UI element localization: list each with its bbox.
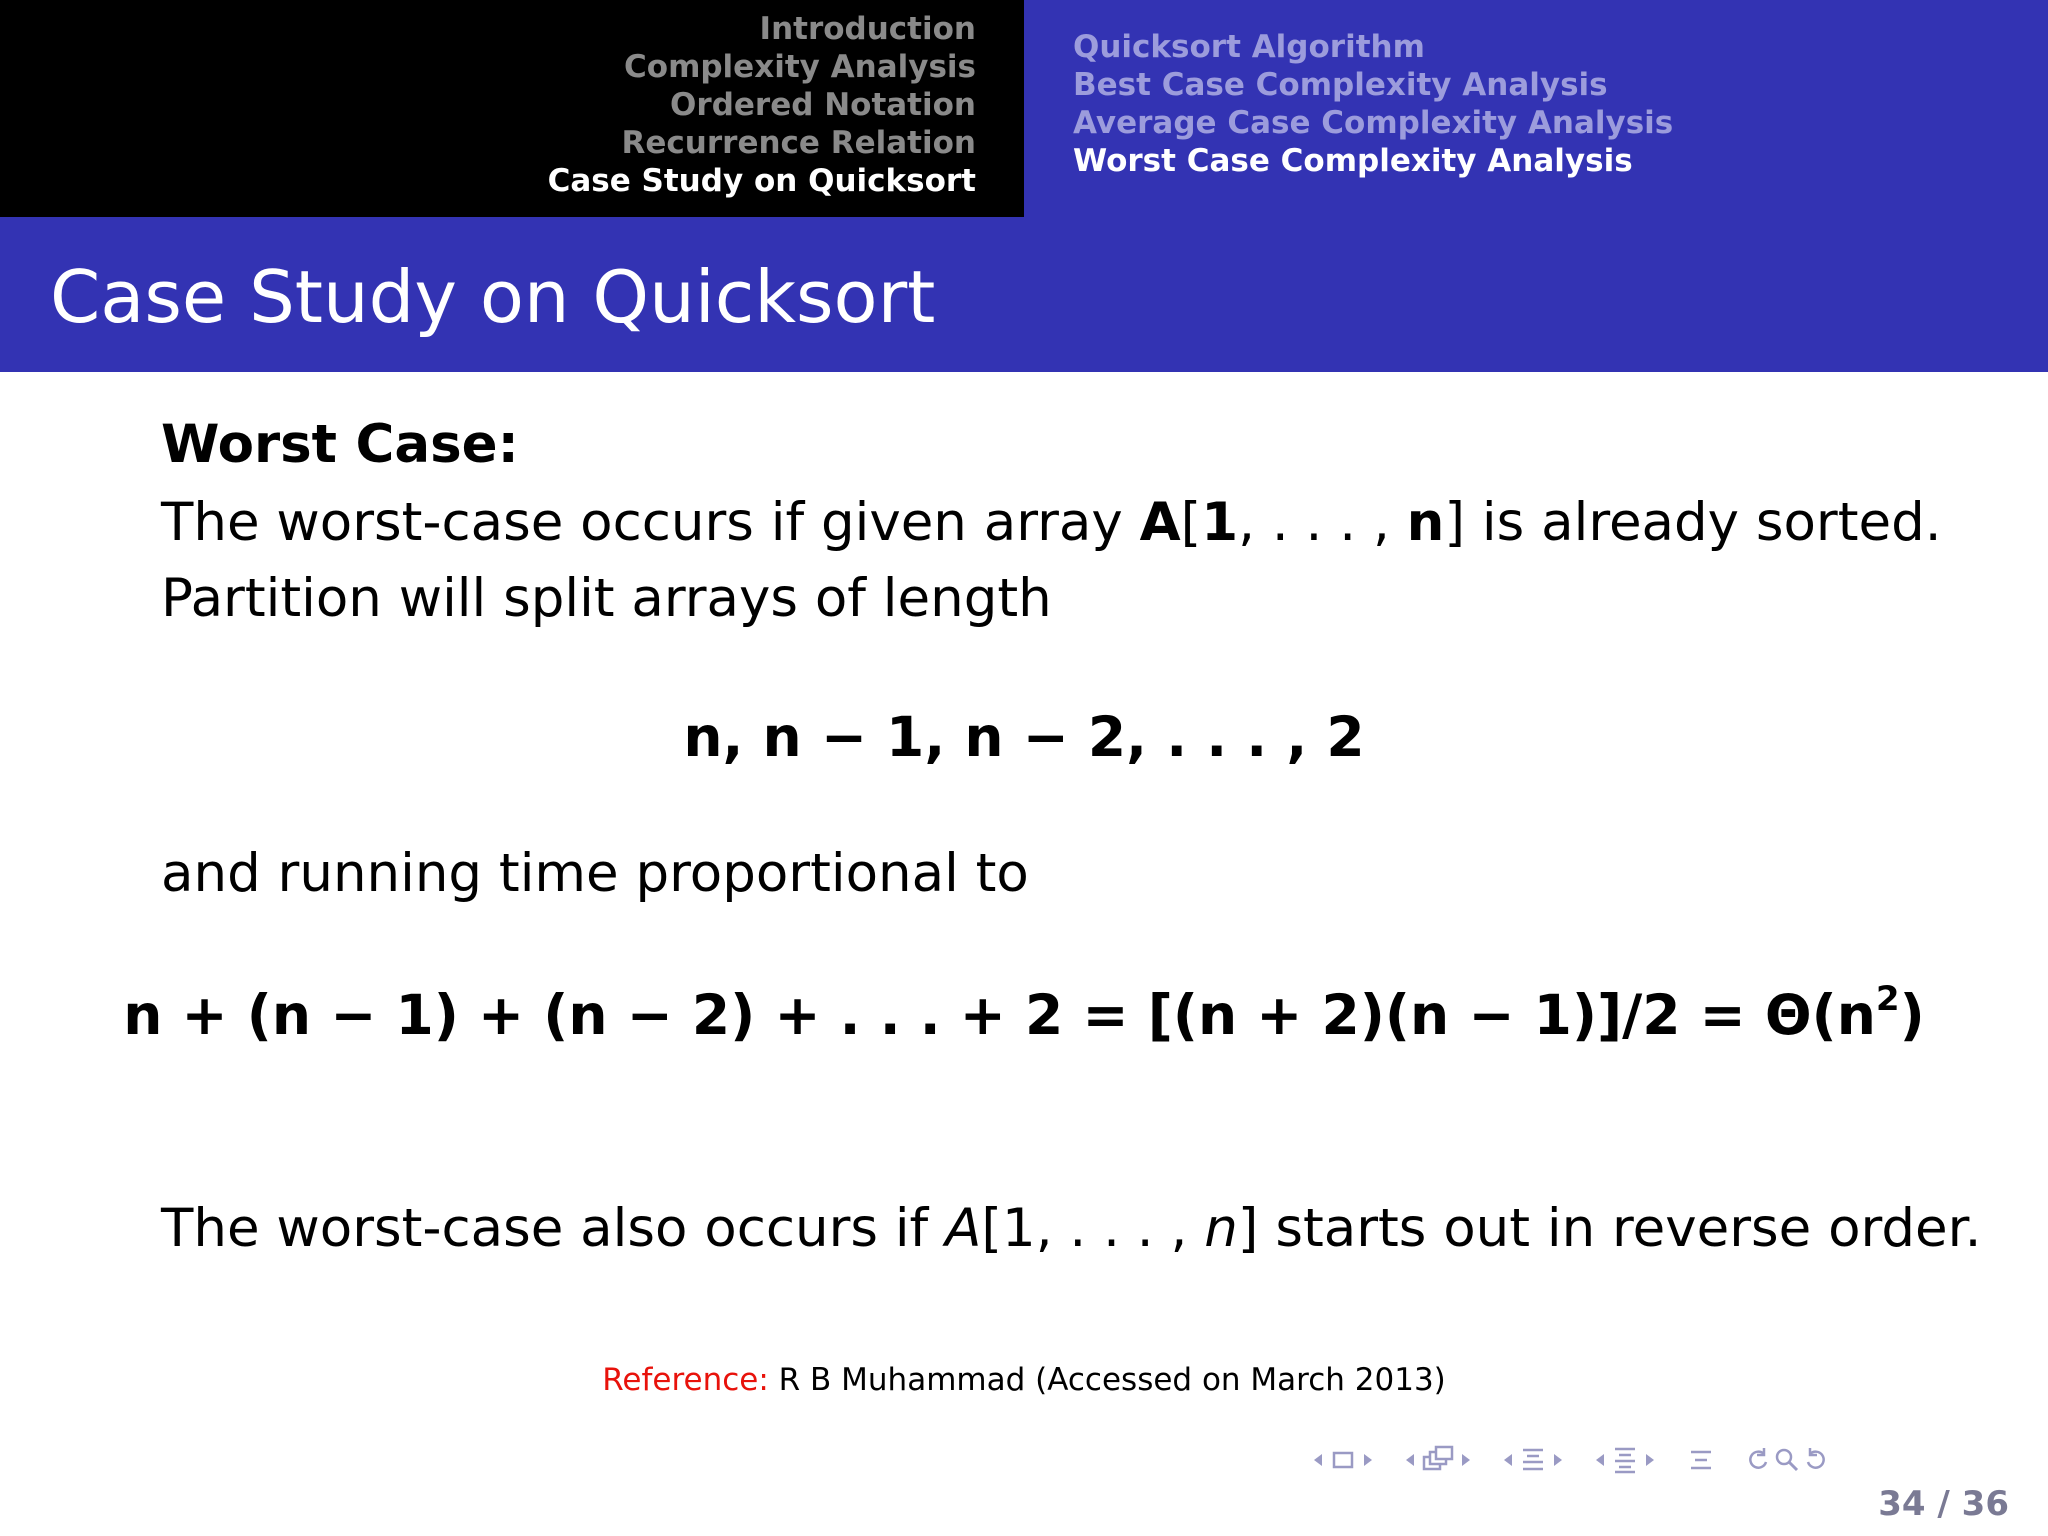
math-index-first: 1 [1201, 492, 1239, 553]
math-bracket: [ [1180, 492, 1202, 553]
page-number: 34 / 36 [1878, 1484, 2009, 1524]
nav-subsection-best-case[interactable]: Best Case Complexity Analysis [1073, 67, 1608, 103]
running-time-sentence: and running time proportional to [161, 843, 1029, 904]
sentence-text: The worst-case also occurs if [161, 1198, 946, 1259]
math-index-last: n [1406, 492, 1445, 553]
equation-exponent: 2 [1875, 979, 1900, 1020]
math-bracket: [1, . . . , [981, 1198, 1205, 1259]
sentence-text: starts out in reverse order. [1258, 1198, 1982, 1259]
navigation-symbols [1310, 1440, 2030, 1480]
equation-close: ) [1899, 983, 1925, 1047]
nav-section-complexity-analysis[interactable]: Complexity Analysis [624, 49, 976, 85]
search-forward-icon[interactable] [1802, 1440, 1830, 1480]
sentence-text: is already sorted. [1465, 492, 1942, 553]
arrow-left-icon[interactable] [1500, 1440, 1516, 1480]
math-index-last: n [1204, 1198, 1238, 1259]
section-icon[interactable] [1516, 1440, 1550, 1480]
nav-subsection-worst-case[interactable]: Worst Case Complexity Analysis [1073, 143, 1633, 179]
partition-sentence: Partition will split arrays of length [161, 568, 1052, 629]
frame-title-bar [0, 217, 2048, 372]
array-lengths-equation: n, n − 1, n − 2, . . . , 2 [683, 705, 1365, 769]
reference-line [0, 1360, 2048, 1400]
subsection-navigation [1024, 0, 2048, 217]
worst-case-heading: Worst Case: [161, 414, 519, 475]
nav-section-case-study-quicksort[interactable]: Case Study on Quicksort [547, 163, 976, 199]
worst-case-sorted-sentence [161, 491, 1942, 555]
nav-section-introduction[interactable]: Introduction [759, 11, 976, 47]
running-time-equation [0, 979, 2048, 1048]
nav-section-ordered-notation[interactable]: Ordered Notation [670, 87, 976, 123]
reference-label: Reference: [602, 1362, 769, 1398]
appendix-icon[interactable] [1684, 1440, 1718, 1480]
arrow-left-icon[interactable] [1402, 1440, 1418, 1480]
section-navigation [0, 0, 1024, 217]
arrow-right-icon[interactable] [1458, 1440, 1474, 1480]
arrow-left-icon[interactable] [1310, 1440, 1326, 1480]
reverse-order-sentence [161, 1197, 1981, 1261]
arrow-right-icon[interactable] [1550, 1440, 1566, 1480]
math-bracket: ] [1444, 492, 1466, 553]
arrow-left-icon[interactable] [1592, 1440, 1608, 1480]
subsection-icon[interactable] [1418, 1440, 1458, 1480]
navigation-header [0, 0, 2048, 217]
math-bracket: ] [1237, 1198, 1259, 1259]
reference-text: R B Muhammad (Accessed on March 2013) [768, 1362, 1446, 1398]
arrow-right-icon[interactable] [1642, 1440, 1658, 1480]
search-icon[interactable] [1772, 1440, 1802, 1480]
equation-body: n + (n − 1) + (n − 2) + . . . + 2 = [(n + 2)(n − 1)]/2 = Θ(n [123, 983, 1876, 1047]
arrow-right-icon[interactable] [1360, 1440, 1376, 1480]
math-ellipsis: , . . . , [1238, 492, 1407, 553]
sentence-text: The worst-case occurs if given array [161, 492, 1140, 553]
nav-subsection-quicksort-algorithm[interactable]: Quicksort Algorithm [1073, 29, 1425, 65]
math-array-name: A [1139, 492, 1181, 553]
nav-subsection-average-case[interactable]: Average Case Complexity Analysis [1073, 105, 1674, 141]
nav-section-recurrence-relation[interactable]: Recurrence Relation [621, 125, 976, 161]
search-back-icon[interactable] [1744, 1440, 1772, 1480]
math-array-name: A [945, 1198, 982, 1259]
document-icon[interactable] [1608, 1440, 1642, 1480]
frame-icon[interactable] [1326, 1440, 1360, 1480]
frame-title: Case Study on Quicksort [50, 255, 936, 339]
